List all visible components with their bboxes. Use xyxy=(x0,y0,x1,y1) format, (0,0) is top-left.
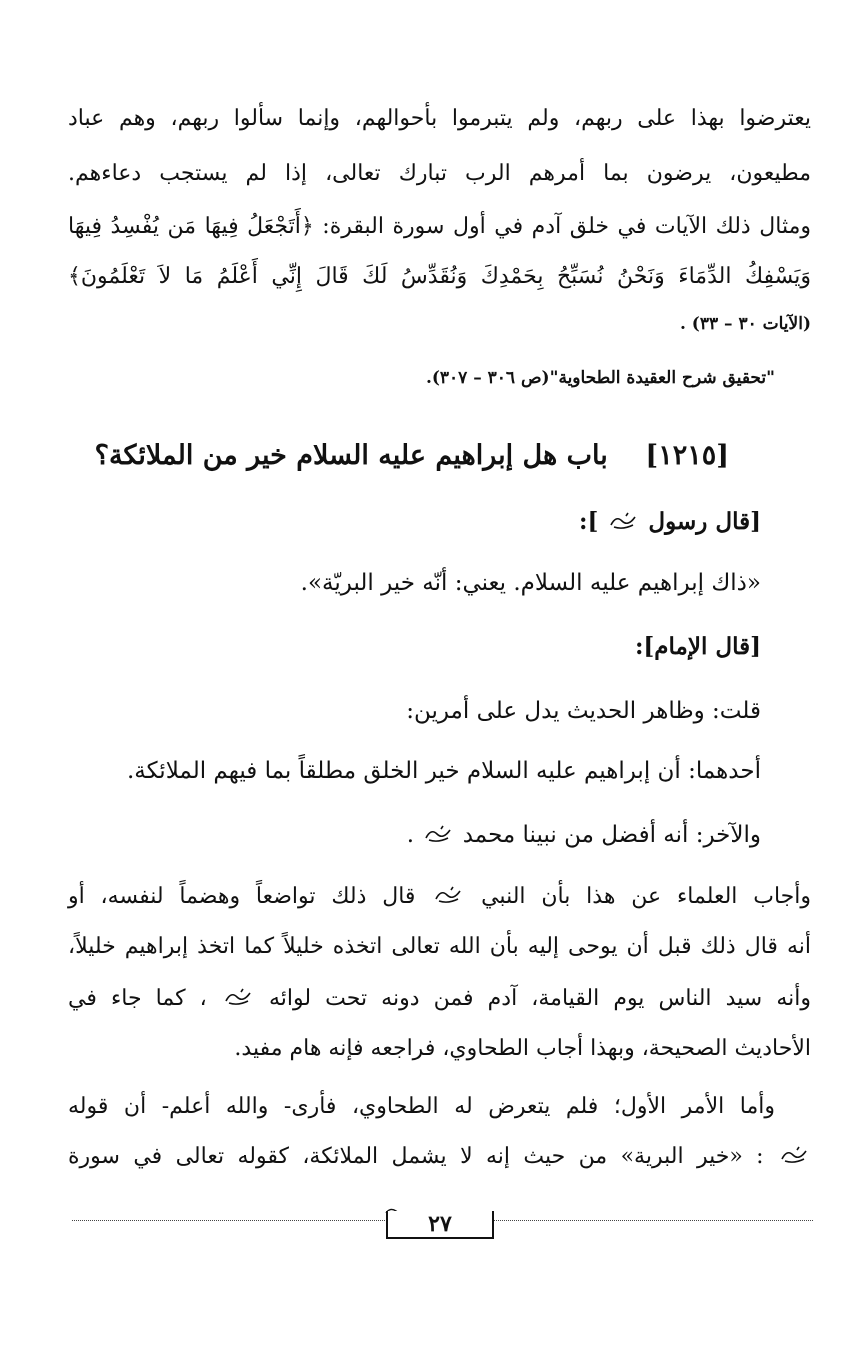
answer-paragraph xyxy=(68,885,811,1070)
text-segment: قال ذلك تواضعاً وهضماً لنفسه، أو xyxy=(68,884,416,909)
salawat-icon xyxy=(433,885,463,905)
source-reference xyxy=(68,370,775,387)
salawat-icon xyxy=(223,987,253,1007)
quran-verse-line: وَيَسْفِكُ الدِّمَاءَ وَنَحْنُ نُسَبِّحُ بِحَمْدِكَ وَنُقَدِّسُ لَكَ قَالَ إِنِّي أَعْلَمُ مَا لاَ تَعْلَمُونَ﴾ xyxy=(68,264,811,289)
text-line: وأما الأمر الأول؛ فلم يتعرض له الطحاوي، فأرى- والله أعلم- أن قوله xyxy=(68,1094,775,1119)
chapter-number: [١٢١٥] xyxy=(645,440,729,471)
verse-reference: (الآيات ٣٠ – ٣٣) . xyxy=(679,314,811,334)
page-number: ٢٧ xyxy=(386,1211,494,1239)
imam-said-text: [قال الإمام]: xyxy=(634,633,761,660)
chapter-heading xyxy=(68,440,729,471)
source-reference-text: "تحقيق شرح العقيدة الطحاوية"(ص ٣٠٦ – ٣٠٧). xyxy=(425,368,775,388)
first-point xyxy=(68,760,761,783)
text-segment: ، كما جاء في xyxy=(68,986,207,1011)
first-point-text: أحدهما: أن إبراهيم عليه السلام خير الخلق مطلقاً بما فيهم الملائكة. xyxy=(126,758,761,784)
text-line: الأحاديث الصحيحة، وبهذا أجاب الطحاوي، فراجعه فإنه هام مفيد. xyxy=(234,1036,811,1061)
chapter-title: باب هل إبراهيم عليه السلام خير من الملائكة؟ xyxy=(94,440,608,471)
prophet-said-end: ]: xyxy=(579,508,599,535)
second-point-end: . xyxy=(406,822,415,848)
text-line: أنه قال ذلك قبل أن يوحى إليه بأن الله تعالى اتخذه خليلاً كما اتخذ إبراهيم خليلاً، xyxy=(68,934,811,959)
hadith-line: «ذاك إبراهيم عليه السلام. يعني: أنّه خير البريّة». xyxy=(300,570,761,596)
text-line xyxy=(68,1145,811,1177)
text-line: ومثال ذلك الآيات في خلق آدم في أول سورة البقرة: ﴿أَتَجْعَلُ فِيهَا مَن يُفْسِدُ فِيهَا xyxy=(68,214,811,239)
salawat-icon xyxy=(423,824,453,844)
qult-line xyxy=(68,700,761,723)
intro-paragraph xyxy=(68,108,811,340)
text-line xyxy=(68,987,811,1019)
text-segment: وأجاب العلماء عن هذا بأن النبي xyxy=(481,884,811,909)
prophet-said-text: [قال رسول xyxy=(648,508,761,535)
text-segment: وأنه سيد الناس يوم القيامة، آدم فمن دونه تحت لوائه xyxy=(268,986,811,1011)
prophet-said-label xyxy=(68,508,761,535)
page-number-frame xyxy=(380,1205,496,1239)
second-point-text: والآخر: أنه أفضل من نبينا محمد xyxy=(462,822,761,848)
text-line: مطيعون، يرضون بما أمرهم الرب تبارك تعالى، إذا لم يستجب دعاءهم. xyxy=(68,161,811,186)
imam-said-label xyxy=(68,633,761,660)
second-point xyxy=(68,822,761,848)
salawat-icon xyxy=(608,511,638,531)
salawat-icon xyxy=(779,1145,809,1165)
text-line: يعترضوا بهذا على ربهم، ولم يتبرموا بأحوالهم، وإنما سألوا ربهم، وهم عباد xyxy=(68,106,811,131)
text-line xyxy=(68,885,811,917)
qult-text: قلت: وظاهر الحديث يدل على أمرين: xyxy=(406,698,761,724)
hadith-text xyxy=(68,572,761,595)
text-segment: : «خير البرية» من حيث إنه لا يشمل الملائكة، كقوله تعالى في سورة xyxy=(68,1144,764,1169)
final-paragraph xyxy=(68,1096,811,1177)
